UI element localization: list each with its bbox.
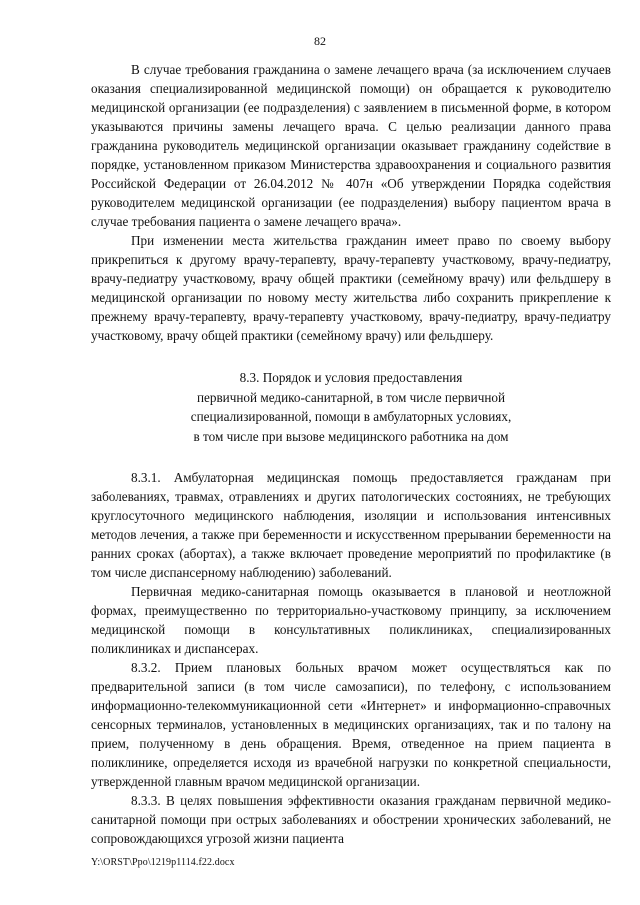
page-number: 82 — [314, 34, 326, 48]
document-body — [91, 60, 611, 848]
footer-file-path: Y:\ORST\Ppo\1219p1114.f22.docx — [91, 857, 235, 868]
paragraph-8-3-3: 8.3.3. В целях повышения эффективности оказания гражданам первичной медико-санитарной помощи при острых заболеваниях и обострении хронических заболеваний, не сопровождающихся угрозой жизни пациента — [91, 793, 611, 846]
heading-line: специализированной, помощи в амбулаторных условиях, — [190, 409, 512, 424]
heading-line: 8.3. Порядок и условия предоставления — [239, 370, 463, 385]
heading-line: первичной медико-санитарной, в том числе первичной — [196, 389, 506, 405]
section-heading-8-3 — [91, 368, 611, 446]
paragraph-8-3-2: 8.3.2. Прием плановых больных врачом может осуществляться как по предварительной записи (в том числе самозаписи), по телефону, с использованием информационно-телекоммуникационной сети «Интернет» и информационно-справочных сенсорных терминалов, установленных в медицинских организациях, так и по талону на прием, полученному в день обращения. Время, отведенное на прием пациента в поликлинике, определяется исходя из врачебной нагрузки по конкретной специальности, утвержденной главным врачом медицинской организации. — [91, 660, 611, 789]
paragraph-change-of-residence: При изменении места жительства гражданин имеет право по своему выбору прикрепиться к другому врачу-терапевту, врачу-терапевту участковому, врачу-педиатру, врачу-педиатру участковому, врачу общей практики (семейному врачу) или фельдшеру в медицинской организации по новому месту жительства либо сохранить прикрепление к прежнему врачу-терапевту, врачу-терапевту участковому, врачу-педиатру, врачу-педиатру участковому, врачу общей практики (семейному врачу) или фельдшеру. — [91, 233, 611, 343]
paragraph-8-3-1: 8.3.1. Амбулаторная медицинская помощь предоставляется гражданам при заболеваниях, травмах, отравлениях и других патологических состояниях, не требующих круглосуточного медицинского наблюдения, изоляции и использования интенсивных методов лечения, а также при беременности и искусственном прерывании беременности на ранних сроках (абортах), а также включает проведение мероприятий по профилактике (в том числе диспансерному наблюдению) заболеваний. — [91, 470, 611, 580]
paragraph-doctor-replacement: В случае требования гражданина о замене лечащего врача (за исключением случаев оказания специализированной медицинской помощи) он обращается к руководителю медицинской организации (ее подразделения) с заявлением в письменной форме, в котором указываются причины замены лечащего врача. С целью реализации данного права гражданина руководитель медицинской организации оказывает гражданину содействие в порядке, установленном приказом Министерства здравоохранения и социального развития Российской Федерации от 26.04.2012 № 407н «Об утверждении Порядка содействия руководителем медицинской организации (ее подразделения) выбору пациентом врача в случае требования пациента о замене лечащего врача». — [91, 62, 611, 229]
paragraph-primary-care-forms: Первичная медико-санитарная помощь оказывается в плановой и неотложной формах, преимущественно по территориально-участковому принципу, за исключением медицинской помощи в консультативных поликлиниках, специализированных поликлиниках и диспансерах. — [91, 584, 611, 656]
heading-line: в том числе при вызове медицинского работника на дом — [193, 428, 509, 444]
